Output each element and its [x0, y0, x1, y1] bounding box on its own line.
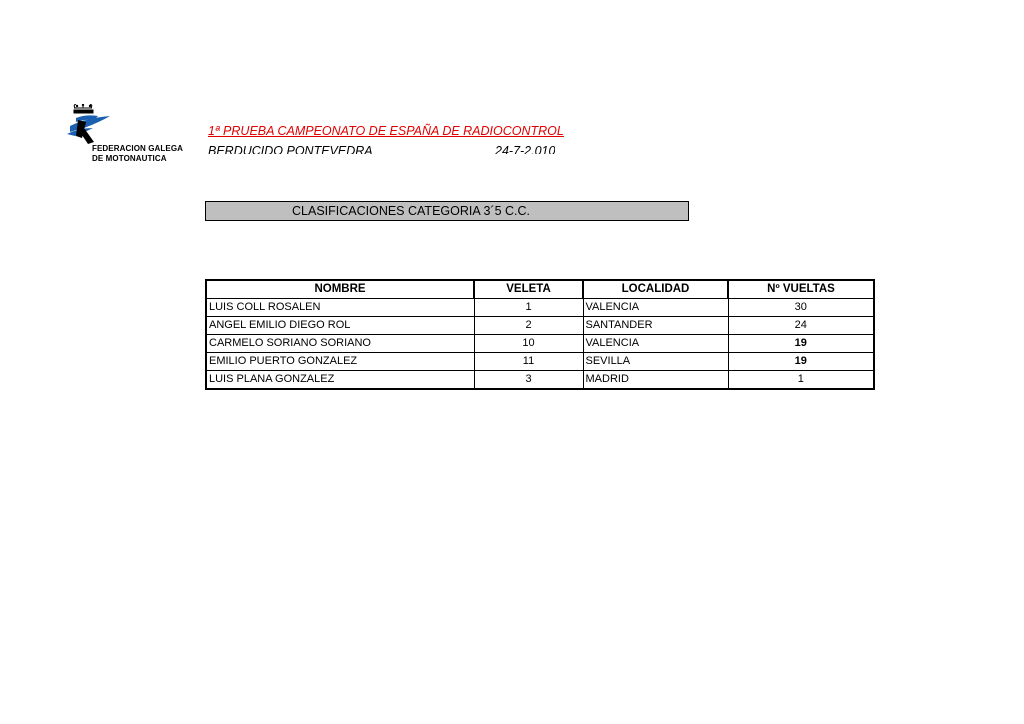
- cell-veleta: 11: [474, 353, 583, 371]
- table-row: [206, 371, 874, 390]
- cell-localidad: VALENCIA: [583, 335, 728, 353]
- cell-localidad: SANTANDER: [583, 317, 728, 335]
- cell-vueltas: 19: [728, 335, 874, 353]
- cell-vueltas: 1: [728, 371, 874, 390]
- table-row: [206, 353, 874, 371]
- cell-nombre: EMILIO PUERTO GONZALEZ: [206, 353, 474, 371]
- event-place: BERDUCIDO PONTEVEDRA: [208, 144, 373, 154]
- column-header-localidad: LOCALIDAD: [583, 280, 728, 299]
- cell-localidad: SEVILLA: [583, 353, 728, 371]
- cell-veleta: 10: [474, 335, 583, 353]
- cell-localidad: VALENCIA: [583, 299, 728, 317]
- column-header-veleta: VELETA: [474, 280, 583, 299]
- cell-nombre: ANGEL EMILIO DIEGO ROL: [206, 317, 474, 335]
- column-header-nombre: NOMBRE: [206, 280, 474, 299]
- logo-text-line1: FEDERACION GALEGA: [92, 144, 184, 153]
- federation-logo: [62, 104, 182, 166]
- cell-vueltas: 30: [728, 299, 874, 317]
- table-row: [206, 299, 874, 317]
- cell-vueltas: 24: [728, 317, 874, 335]
- category-label: CLASIFICACIONES CATEGORIA 3´5 C.C.: [292, 204, 531, 218]
- category-banner: [205, 201, 689, 221]
- event-title: 1ª PRUEBA CAMPEONATO DE ESPAÑA DE RADIOCONTROL: [208, 124, 564, 138]
- cell-nombre: CARMELO SORIANO SORIANO: [206, 335, 474, 353]
- cell-localidad: MADRID: [583, 371, 728, 390]
- column-header-vueltas: Nº VUELTAS: [728, 280, 874, 299]
- cell-nombre: LUIS PLANA GONZALEZ: [206, 371, 474, 390]
- cell-veleta: 2: [474, 317, 583, 335]
- event-date: 24-7-2.010: [495, 144, 556, 154]
- cell-veleta: 1: [474, 299, 583, 317]
- cell-veleta: 3: [474, 371, 583, 390]
- table-header-row: [206, 280, 874, 299]
- cell-vueltas: 19: [728, 353, 874, 371]
- logo-text-line2: DE MOTONAUTICA: [92, 154, 167, 163]
- cell-nombre: LUIS COLL ROSALEN: [206, 299, 474, 317]
- table-row: [206, 317, 874, 335]
- table-row: [206, 335, 874, 353]
- results-table: [205, 279, 875, 390]
